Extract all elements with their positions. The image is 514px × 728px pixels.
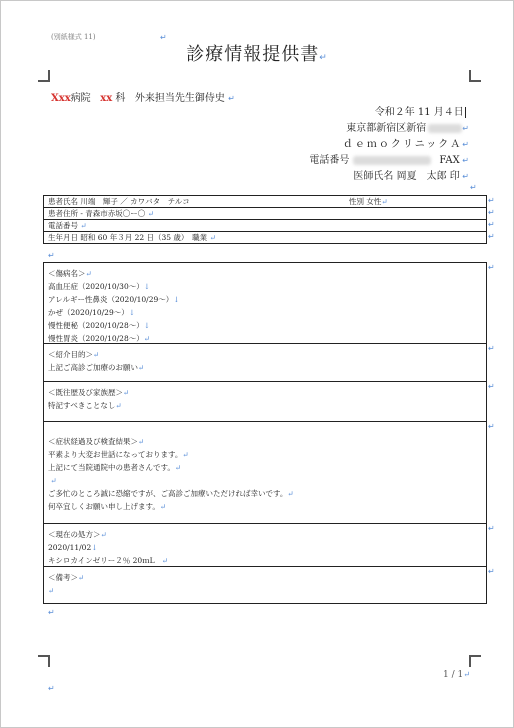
patient-name-row — [44, 196, 486, 208]
patient-info-table — [43, 195, 487, 244]
diagnosis-section — [44, 263, 486, 344]
history-section — [44, 382, 486, 422]
patient-sex: 性別 女性↵ — [349, 197, 388, 206]
patient-address: 患者住所 - 青森市赤坂〇ー〇 — [48, 209, 146, 218]
sender-date: 令和２年 11 月４日 — [375, 103, 469, 118]
addressee-hospital: Xxx — [51, 93, 71, 104]
form-number: (別紙様式 11) — [51, 33, 96, 41]
prescription-date: 2020/11/02↓ — [48, 543, 98, 552]
sender-clinic: ｄｅｍｏクリニックＡ↵ — [342, 139, 469, 150]
margin-corner-bottom-right — [469, 655, 481, 667]
patient-dob-row: 生年月日 昭和 60 年３月 22 日（35 歳） 職業 ↵ — [44, 232, 486, 244]
addressee-rest: 外来担当先生御侍史 — [134, 93, 225, 104]
purpose-text: 上記ご高診ご加療のお願い↵ — [48, 363, 145, 372]
paragraph-mark: ↵ — [48, 251, 55, 260]
paragraph-mark: ↵ — [48, 684, 55, 693]
patient-dob: 生年月日 昭和 60 年３月 22 日（35 歳） 職業 — [48, 233, 208, 242]
margin-corner-top-right — [469, 70, 481, 82]
addressee-line: Xxx病院 xx 科 外来担当先生御侍史 ↵ — [51, 93, 235, 104]
course-heading: ＜症状経過及び検査結果＞↵ — [48, 437, 145, 446]
patient-name: 患者氏名 川端 輝子 ／ カワバタ テルコ — [48, 197, 190, 206]
prescription-heading: ＜現在の処方＞↵ — [48, 530, 107, 539]
purpose-section — [44, 344, 486, 382]
redacted-address — [428, 124, 462, 133]
purpose-heading: ＜紹介目的＞↵ — [48, 350, 100, 359]
margin-corner-bottom-left — [38, 655, 50, 667]
diagnosis-item: 慢性胃炎（2020/10/28～）↵ — [48, 334, 151, 343]
diagnosis-heading: ＜傷病名＞↵ — [48, 269, 92, 278]
sender-doctor: 医師氏名 岡夏 太郎 印 ↵ — [353, 171, 469, 182]
remarks-heading: ＜備考＞↵ — [48, 573, 85, 582]
document-title: 診療情報提供書↵ — [186, 44, 328, 65]
history-text: 特記すべきことなし↵ — [48, 401, 122, 410]
course-line: ご多忙のところ誠に恐縮ですが、ご高診ご加療いただければ幸いです。↵ — [48, 489, 294, 498]
prescription-section — [44, 524, 486, 567]
course-line: 何卒宜しくお願い申し上げます。↵ — [48, 502, 167, 511]
prescription-drug: キシロカインゼリー２％ 20ｍL ↵ — [48, 556, 169, 565]
referral-content-table — [43, 262, 487, 604]
diagnosis-item: かぜ（2020/10/29～）↓ — [48, 308, 136, 317]
margin-corner-top-left — [38, 70, 50, 82]
remarks-section: ＜備考＞↵ ↵ — [44, 567, 486, 604]
history-heading: ＜既往歴及び家族歴＞↵ — [48, 388, 130, 397]
course-line: ↵ — [48, 476, 57, 485]
addressee-department: xx — [100, 93, 113, 104]
paragraph-mark: ↵ — [160, 33, 167, 42]
sender-address: 東京都新宿区新宿 ↵ — [346, 123, 469, 134]
course-line: 平素より大変お世話になっております。↵ — [48, 450, 189, 459]
diagnosis-item: 高血圧症（2020/10/30～）↓ — [48, 282, 151, 291]
paragraph-mark: ↵ — [48, 608, 55, 617]
course-section — [44, 422, 486, 524]
page-number: 1 / 1↵ — [443, 670, 470, 680]
sender-phone-fax: 電話番号 FAX ↵ — [309, 155, 469, 166]
patient-phone-row: 電話番号 ↵ — [44, 220, 486, 232]
course-line: 上記にて当院通院中の患者さんです。↵ — [48, 463, 182, 472]
patient-address-row: 患者住所 - 青森市赤坂〇ー〇 ↵ — [44, 208, 486, 220]
diagnosis-item: アレルギー性鼻炎（2020/10/29～）↓ — [48, 295, 180, 304]
diagnosis-item: 慢性便秘（2020/10/28～）↓ — [48, 321, 151, 330]
patient-phone: 電話番号 — [48, 221, 78, 230]
paragraph-mark: ↵ — [470, 183, 477, 192]
redacted-phone — [353, 156, 431, 165]
